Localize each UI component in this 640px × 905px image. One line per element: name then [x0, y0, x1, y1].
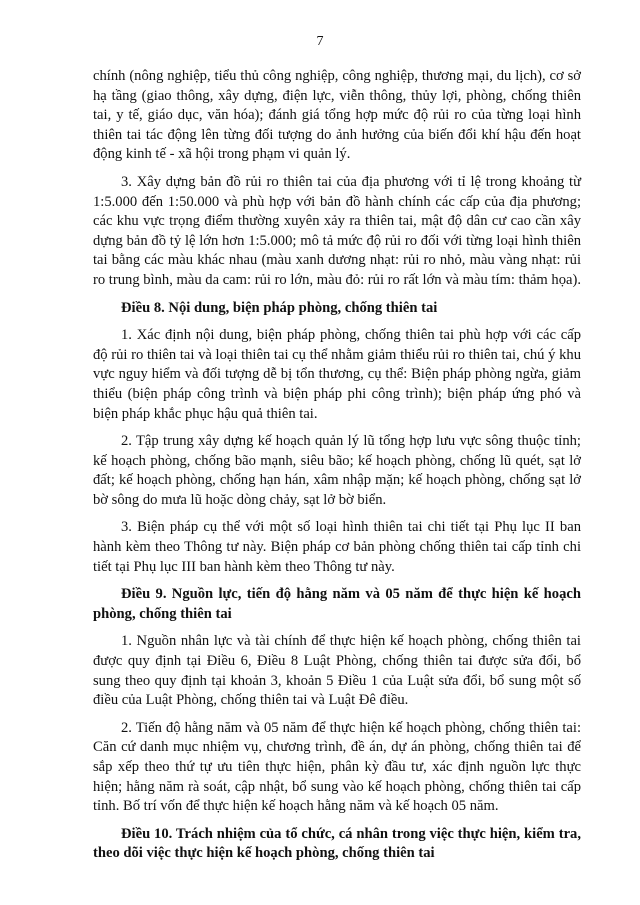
article-10-heading: Điều 10. Trách nhiệm của tổ chức, cá nhân trong việc thực hiện, kiểm tra, theo dõi việc thực hiện kế hoạch phòng, chống thiên tai: [93, 825, 581, 862]
article-8-clause-1: 1. Xác định nội dung, biện pháp phòng, chống thiên tai phù hợp với các cấp độ rủi ro thiên tai và loại thiên tai cụ thể nhằm giảm thiểu rủi ro thiên tai, chú ý khu vực nguy hiểm và đối tượng dễ bị tổn thương, cụ thể: Biện pháp phòng ngừa, giảm thiểu (biện pháp công trình và biện pháp phi công trình); biện pháp ứng phó và biện pháp khắc phục hậu quả thiên tai.: [93, 327, 581, 422]
article-9-clause-1: 1. Nguồn nhân lực và tài chính để thực hiện kế hoạch phòng, chống thiên tai được quy định tại Điều 6, Điều 8 Luật Phòng, chống thiên tai được sửa đổi, bổ sung theo quy định tại khoản 3, khoản 5 Điều 1 của Luật sửa đổi, bổ sung một số điều của Luật Phòng, chống thiên tai và Luật Đê điều.: [93, 633, 581, 709]
paragraph-continued: chính (nông nghiệp, tiểu thủ công nghiệp, công nghiệp, thương mại, du lịch), cơ sở hạ tầng (giao thông, xây dựng, điện lực, viễn thông, thủy lợi, phòng, chống thiên tai, y tế, giáo dục, văn hóa); đánh giá tổng hợp mức độ rủi ro của từng loại hình thiên tai tác động lên từng đối tượng do ảnh hưởng của biến đổi khí hậu đến hoạt động kinh tế - xã hội trong phạm vi quản lý.: [93, 68, 581, 163]
article-9-heading: Điều 9. Nguồn lực, tiến độ hằng năm và 05 năm để thực hiện kế hoạch phòng, chống thiên tai: [93, 586, 581, 622]
document-body: [93, 67, 581, 872]
article-9-clause-2: 2. Tiến độ hằng năm và 05 năm để thực hiện kế hoạch phòng, chống thiên tai: Căn cứ danh mục nhiệm vụ, chương trình, đề án, dự án phòng, chống thiên tai để sắp xếp theo thứ tự ưu tiên thực hiện, phân kỳ đầu tư, xác định nguồn lực thực hiện; hằng năm rà soát, cập nhật, bổ sung vào kế hoạch phòng, chống thiên tai cấp tỉnh. Bố trí vốn để thực hiện kế hoạch hằng năm và kế hoạch 05 năm.: [93, 719, 581, 815]
page-number: 7: [316, 34, 324, 49]
article-8-clause-2: 2. Tập trung xây dựng kế hoạch quản lý lũ tổng hợp lưu vực sông thuộc tỉnh; kế hoạch phòng, chống bão mạnh, siêu bão; kế hoạch phòng, chống lũ quét, sạt lở đất; kế hoạch phòng, chống hạn hán, xâm nhập mặn; kế hoạch phòng, chống sạt lở bờ sông do mưa lũ hoặc dòng chảy, sạt lở bờ biển.: [93, 433, 581, 508]
article-8-heading: Điều 8. Nội dung, biện pháp phòng, chống thiên tai: [121, 299, 438, 316]
article-8-clause-3: 3. Biện pháp cụ thể với một số loại hình thiên tai chi tiết tại Phụ lục II ban hành kèm theo Thông tư này. Biện pháp cơ bản phòng chống thiên tai cấp tỉnh chi tiết tại Phụ lục III ban hành kèm theo Thông tư này.: [93, 519, 581, 575]
clause-3-risk-map: 3. Xây dựng bản đồ rủi ro thiên tai của địa phương với tỉ lệ trong khoảng từ 1:5.000 đến 1:50.000 và phù hợp với bản đồ hành chính các cấp của địa phương; các khu vực trọng điểm thường xuyên xảy ra thiên tai, mật độ dân cư cao cần xây dựng bản đồ tỷ lệ lớn hơn 1:5.000; mô tả mức độ rủi ro đối với từng loại hình thiên tai bằng các màu khác nhau (màu xanh dương nhạt: rủi ro nhỏ, màu vàng nhạt: rủi ro trung bình, màu da cam: rủi ro lớn, màu đỏ: rủi ro rất lớn và màu tím: thảm họa).: [93, 173, 581, 288]
